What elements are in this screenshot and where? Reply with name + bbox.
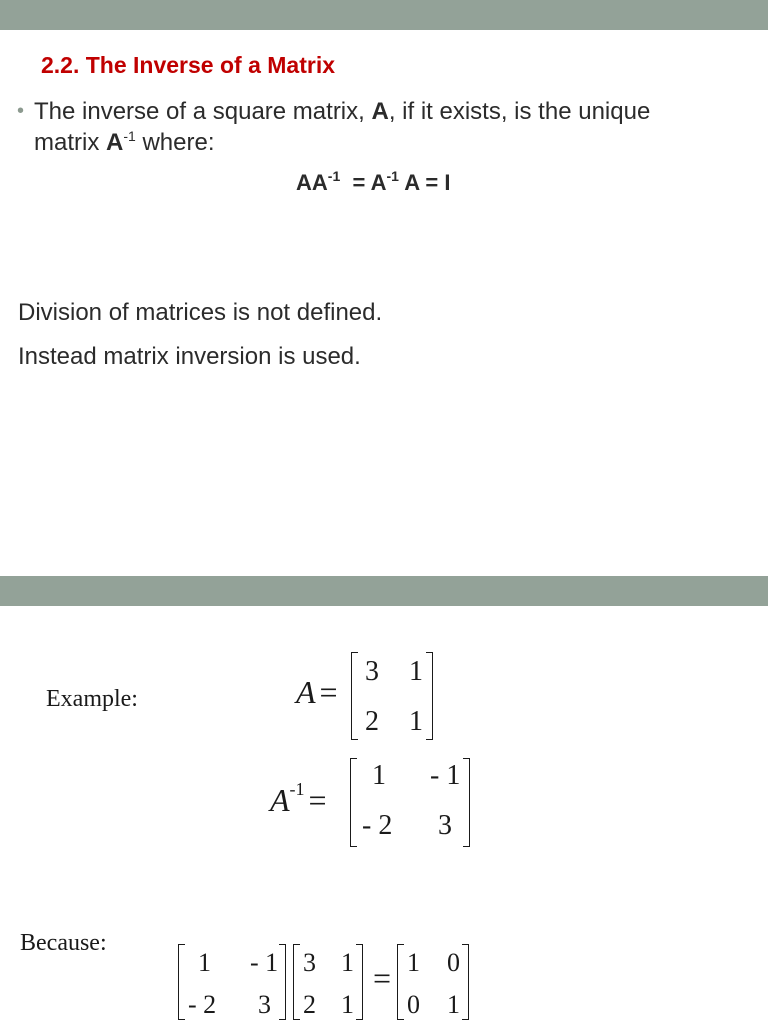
matrix-cell: 0: [447, 948, 460, 977]
matrix-cell: 3: [365, 656, 379, 687]
inversion-note: Instead matrix inversion is used.: [18, 343, 361, 370]
equals-sign: =: [373, 960, 392, 996]
matrix-a-inverse: [350, 758, 470, 847]
matrix-cell: 3: [438, 810, 452, 841]
matrix-cell: 1: [409, 656, 423, 687]
matrix-cell: 1: [341, 948, 354, 977]
identity-matrix: [397, 944, 469, 1020]
because-matrix-inverse: [178, 944, 286, 1020]
example-label: Example:: [46, 686, 138, 712]
matrix-cell: 2: [365, 706, 379, 737]
matrix-cell: 1: [409, 706, 423, 737]
inverse-identity-equation: $AA^{-1} = A^{-1}$ A = I: [296, 168, 451, 195]
matrix-cell: 3: [258, 990, 271, 1019]
definition-bullet: [17, 96, 717, 158]
matrix-cell: 1: [198, 948, 211, 977]
because-label: Because:: [20, 930, 107, 956]
matrix-a-symbol: A =: [296, 674, 338, 710]
matrix-cell: 3: [303, 948, 316, 977]
bullet-dot-icon: •: [17, 100, 25, 122]
matrix-a: [351, 652, 433, 740]
matrix-cell: 2: [303, 990, 316, 1019]
matrix-cell: 1: [447, 990, 460, 1019]
slide-title: 2.2. The Inverse of a Matrix: [41, 52, 336, 78]
definition-text: The inverse of a square matrix, A, if it exists, is the unique matrix $A^{-1}$ where:: [34, 98, 651, 156]
matrix-cell: - 2: [362, 810, 393, 841]
matrix-cell: 0: [407, 990, 420, 1019]
matrix-a-inverse-symbol: $A^{-1}$ =: [270, 779, 327, 818]
top-header-band: [0, 0, 768, 30]
second-slide-header-band: [0, 576, 768, 606]
matrix-cell: - 1: [250, 948, 279, 977]
matrix-cell: 1: [341, 990, 354, 1019]
division-note: Division of matrices is not defined.: [18, 299, 383, 326]
matrix-cell: 1: [372, 760, 386, 791]
matrix-cell: 1: [407, 948, 420, 977]
because-matrix-a: [293, 944, 363, 1020]
matrix-cell: - 1: [430, 760, 461, 791]
matrix-cell: - 2: [188, 990, 217, 1019]
